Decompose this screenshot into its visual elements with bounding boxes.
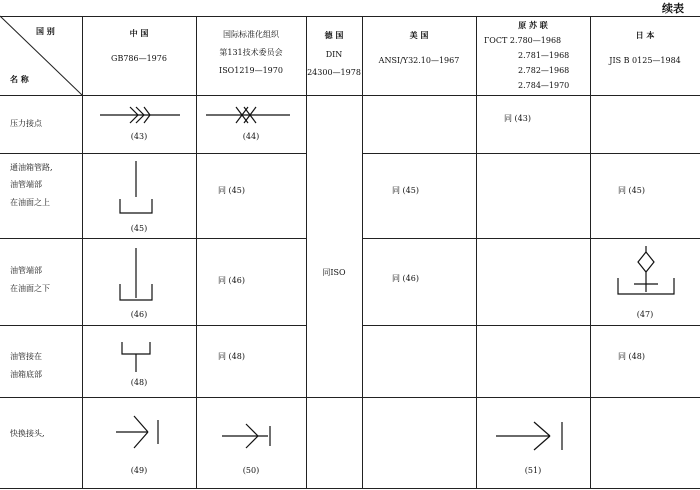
row-name: 在油面之上 (10, 198, 50, 207)
country-label: 国 别 (36, 26, 55, 36)
germany-header: 德 国 (324, 30, 344, 40)
quick-coupling-symbol-50 (222, 420, 280, 452)
table-header-divider (0, 95, 700, 96)
iso-same-as: 同 (48) (218, 352, 245, 361)
japan-same-as: 同 (45) (618, 186, 645, 195)
tank-line-above-oil-symbol-45 (116, 161, 156, 217)
iso-same-as: 同 (45) (218, 186, 245, 195)
symbol-number-47: (47) (636, 310, 654, 319)
row-name: 油管接在 (10, 352, 42, 361)
symbol-number-50: (50) (242, 466, 260, 475)
symbol-number-45: (45) (130, 224, 148, 233)
column-divider (82, 16, 83, 489)
ussr-same-as: 同 (43) (504, 114, 531, 123)
quick-coupling-symbol-49 (116, 412, 168, 452)
row-name: 压力接点 (10, 119, 42, 128)
symbol-number-43: (43) (130, 132, 148, 141)
ussr-standard-1: ГОСТ 2.780—1968 (484, 36, 562, 45)
usa-same-as: 同 (46) (392, 274, 419, 283)
japan-standard: JIS B 0125—1984 (609, 56, 681, 65)
row-divider (0, 397, 700, 398)
row-name: 油管端部 (10, 180, 42, 189)
usa-standard: ANSI/Y32.10—1967 (378, 56, 460, 65)
symbol-number-49: (49) (130, 466, 148, 475)
tank-line-below-oil-symbol-46 (116, 248, 156, 304)
germany-merged-cell: 同ISO (322, 268, 346, 277)
iso-same-as: 同 (46) (218, 276, 245, 285)
iso-header-line1: 国际标准化组织 (223, 30, 279, 39)
symbol-number-48: (48) (130, 378, 148, 387)
pressure-contact-symbol-43 (100, 104, 180, 126)
symbol-number-44: (44) (242, 132, 260, 141)
column-divider (196, 16, 197, 489)
row-name: 油箱底部 (10, 370, 42, 379)
symbol-number-51: (51) (524, 466, 542, 475)
ussr-header: 原 苏 联 (518, 20, 548, 30)
row-name: 油管端部 (10, 266, 42, 275)
table-border-top (0, 16, 700, 17)
row-divider (362, 325, 700, 326)
name-label: 名 称 (10, 74, 29, 84)
china-header: 中 国 (129, 28, 149, 38)
tank-line-below-oil-symbol-47 (614, 246, 678, 302)
pressure-contact-symbol-44 (206, 104, 290, 126)
usa-header: 美 国 (409, 30, 429, 40)
japan-header: 日 本 (635, 30, 655, 40)
row-name: 快换接头, (10, 429, 45, 438)
quick-coupling-symbol-51 (496, 418, 570, 454)
row-name: 通油箱管路, (10, 163, 53, 172)
column-divider (590, 16, 591, 489)
row-divider (0, 153, 306, 154)
japan-same-as: 同 (48) (618, 352, 645, 361)
row-name: 在油面之下 (10, 284, 50, 293)
tank-bottom-connection-symbol-48 (118, 338, 154, 374)
column-divider (476, 16, 477, 489)
row-divider (362, 153, 700, 154)
row-divider (362, 238, 700, 239)
ussr-standard-3: 2.782—1968 (518, 66, 570, 75)
row-divider (0, 238, 306, 239)
column-divider (306, 16, 307, 489)
continued-label: 续表 (662, 2, 684, 15)
table-border-bottom (0, 488, 700, 489)
china-standard: GB786—1976 (111, 54, 167, 63)
ussr-standard-2: 2.781—1968 (518, 51, 570, 60)
ussr-standard-4: 2.784—1970 (518, 81, 570, 90)
iso-header-line2: 第131技术委员会 (219, 48, 283, 57)
iso-header-line3: ISO1219—1970 (219, 66, 283, 75)
row-divider (0, 325, 306, 326)
symbol-number-46: (46) (130, 310, 148, 319)
germany-standard-1: DIN (325, 50, 343, 59)
usa-same-as: 同 (45) (392, 186, 419, 195)
germany-standard-2: 24300—1978 (307, 68, 361, 77)
column-divider (362, 16, 363, 489)
standards-table (0, 16, 700, 490)
